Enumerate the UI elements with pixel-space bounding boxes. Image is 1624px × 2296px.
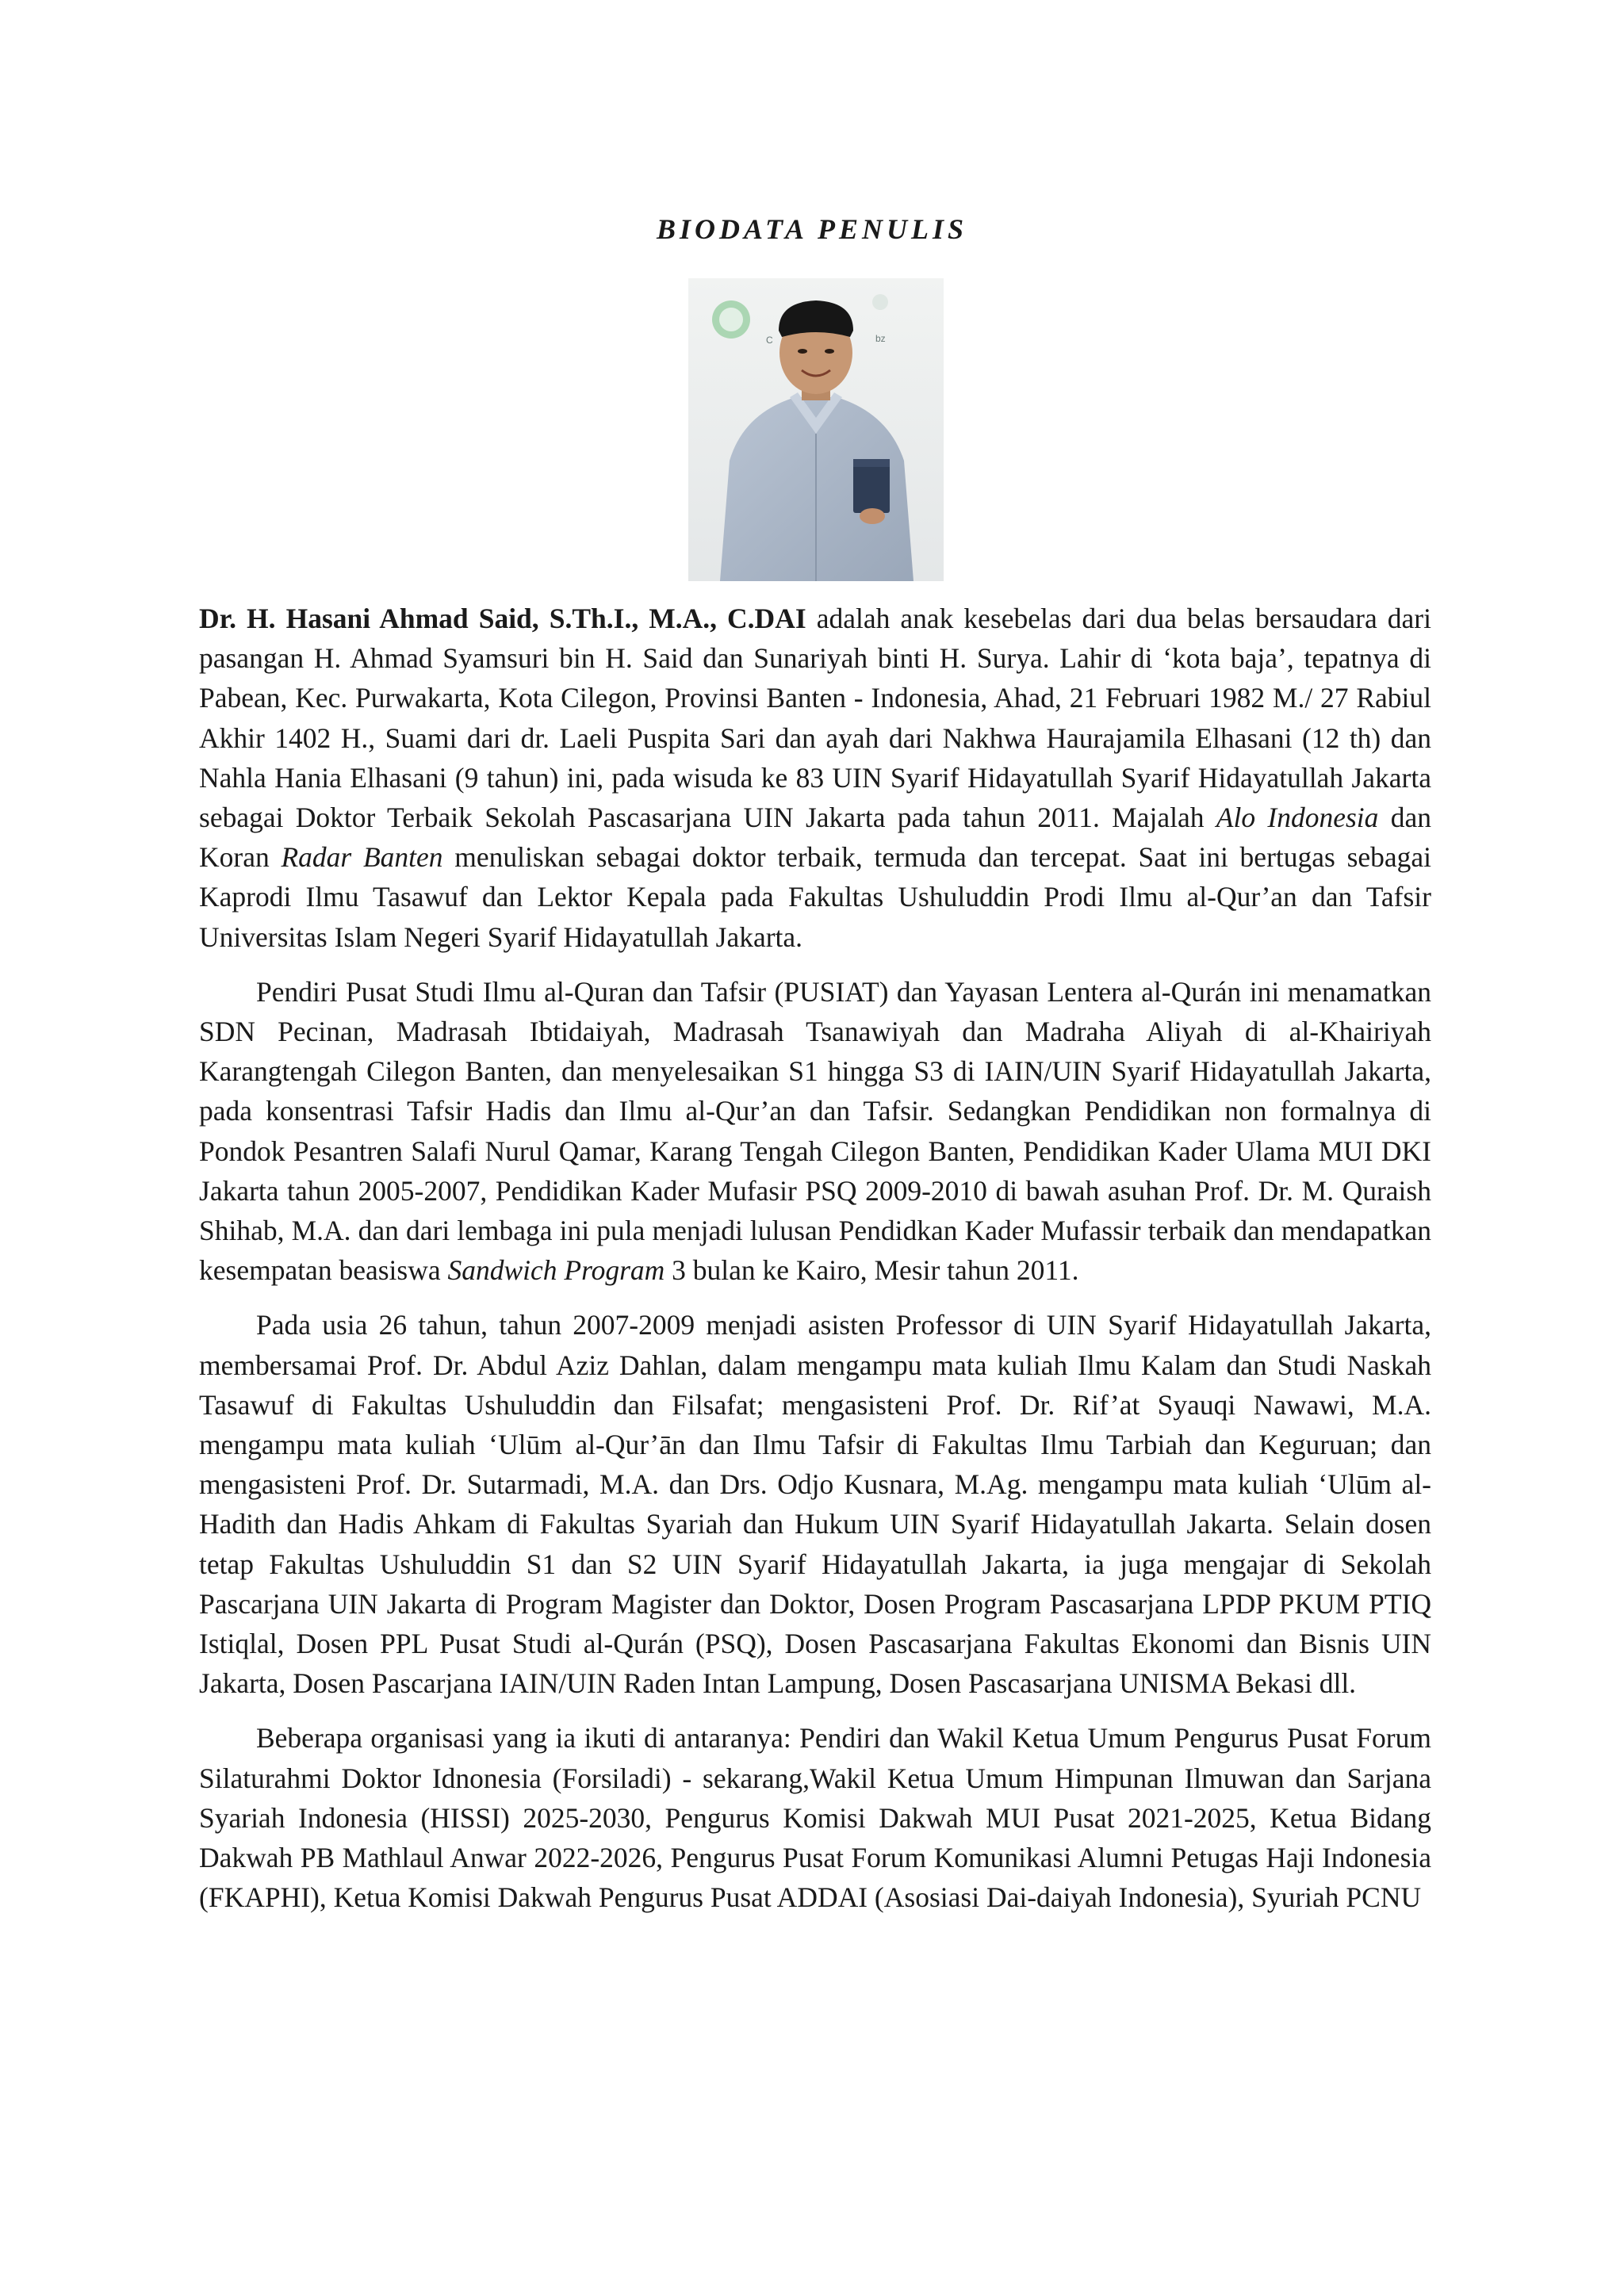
- svg-text:C: C: [766, 335, 773, 346]
- page-title: BIODATA PENULIS: [656, 213, 968, 245]
- svg-text:bz: bz: [875, 333, 886, 344]
- biography-body: [199, 599, 1431, 1933]
- author-name: Dr. H. Hasani Ahmad Said, S.Th.I., M.A., C.DAI: [199, 603, 806, 634]
- program-title: Sandwich Program: [447, 1254, 665, 1287]
- magazine-title: Alo Indonesia: [1216, 802, 1379, 834]
- biography-paragraph-4: Beberapa organisasi yang ia ikuti di antaranya: Pendiri dan Wakil Ketua Umum Pengurus Pusat Forum Silaturahmi Doktor Idnonesia (Forsiladi) - sekarang,Wakil Ketua Umum Himpunan Ilmuwan dan Sarjana Syariah Indonesia (HISSI) 2025-2030, Pengurus Komisi Dakwah MUI Pusat 2021-2025, Ketua Bidang Dakwah PB Mathlaul Anwar 2022-2026, Pengurus Pusat Forum Komunikasi Alumni Petugas Haji Indonesia (FKAPHI), Ketua Komisi Dakwah Pengurus Pusat ADDAI (Asosiasi Dai-daiyah Indonesia), Syuriah PCNU: [199, 1722, 1431, 1914]
- biography-paragraph-1: Dr. H. Hasani Ahmad Said, S.Th.I., M.A., C.DAI adalah anak kesebelas dari dua belas bersaudara dari pasangan H. Ahmad Syamsuri bin H. Said dan Sunariyah binti H. Surya. Lahir di ‘kota baja’, tepatnya di Pabean, Kec. Purwakarta, Kota Cilegon, Provinsi Banten - Indonesia, Ahad, 21 Februari 1982 M./ 27 Rabiul Akhir 1402 H., Suami dari dr. Laeli Puspita Sari dan ayah dari Nakhwa Haurajamila Elhasani (12 th) dan Nahla Hania Elhasani (9 tahun) ini, pada wisuda ke 83 UIN Syarif Hidayatullah Syarif Hidayatullah Jakarta sebagai Doktor Terbaik Sekolah Pascasarjana UIN Jakarta pada tahun 2011. Majalah Alo Indonesia dan Koran Radar Banten menuliskan sebagai doktor terbaik, termuda dan tercepat. Saat ini bertugas sebagai Kaprodi Ilmu Tasawuf dan Lektor Kepala pada Fakultas Ushuluddin Prodi Ilmu al-Qur’an dan Tafsir Universitas Islam Negeri Syarif Hidayatullah Jakarta.: [199, 603, 1432, 953]
- newspaper-title: Radar Banten: [281, 841, 443, 874]
- biography-paragraph-3: Pada usia 26 tahun, tahun 2007-2009 menjadi asisten Professor di UIN Syarif Hidayatullah Jakarta, membersamai Prof. Dr. Abdul Aziz Dahlan, dalam mengampu mata kuliah Ilmu Kalam dan Studi Naskah Tasawuf di Fakultas Ushuluddin dan Filsafat; mengasisteni Prof. Dr. Rif’at Syauqi Nawawi, M.A. mengampu mata kuliah ‘Ulūm al-Qur’ān dan Ilmu Tafsir di Fakultas Ilmu Tarbiah dan Keguruan; dan mengasisteni Prof. Dr. Sutarmadi, M.A. dan Drs. Odjo Kusnara, M.Ag. mengampu mata kuliah ‘Ulūm al-Hadith dan Hadis Ahkam di Fakultas Syariah dan Hukum UIN Syarif Hidayatullah Jakarta. Selain dosen tetap Fakultas Ushuluddin S1 dan S2 UIN Syarif Hidayatullah Jakarta, ia juga mengajar di Sekolah Pascarjana UIN Jakarta di Program Magister dan Doktor, Dosen Program Pascasarjana LPDP PKUM PTIQ Istiqlal, Dosen PPL Pusat Studi al-Qurán (PSQ), Dosen Pascasarjana Fakultas Ekonomi dan Bisnis UIN Jakarta, Dosen Pascarjana IAIN/UIN Raden Intan Lampung, Dosen Pascasarjana UNISMA Bekasi dll.: [199, 1309, 1431, 1700]
- author-photo: [688, 278, 944, 581]
- biography-paragraph-2: Pendiri Pusat Studi Ilmu al-Quran dan Tafsir (PUSIAT) dan Yayasan Lentera al-Qurán ini menamatkan SDN Pecinan, Madrasah Ibtidaiyah, Madrasah Tsanawiyah dan Madraha Aliyah di al-Khairiyah Karangtengah Cilegon Banten, dan menyelesaikan S1 hingga S3 di IAIN/UIN Syarif Hidayatullah Jakarta, pada konsentrasi Tafsir Hadis dan Ilmu al-Qur’an dan Tafsir. Sedangkan Pendidikan non formalnya di Pondok Pesantren Salafi Nurul Qamar, Karang Tengah Cilegon Banten, Pendidikan Kader Ulama MUI DKI Jakarta tahun 2005-2007, Pendidikan Kader Mufasir PSQ 2009-2010 di bawah asuhan Prof. Dr. M. Quraish Shihab, M.A. dan dari lembaga ini pula menjadi lulusan Pendidkan Kader Mufassir terbaik dan mendapatkan kesempatan beasiswa Sandwich Program 3 bulan ke Kairo, Mesir tahun 2011.: [199, 975, 1431, 1287]
